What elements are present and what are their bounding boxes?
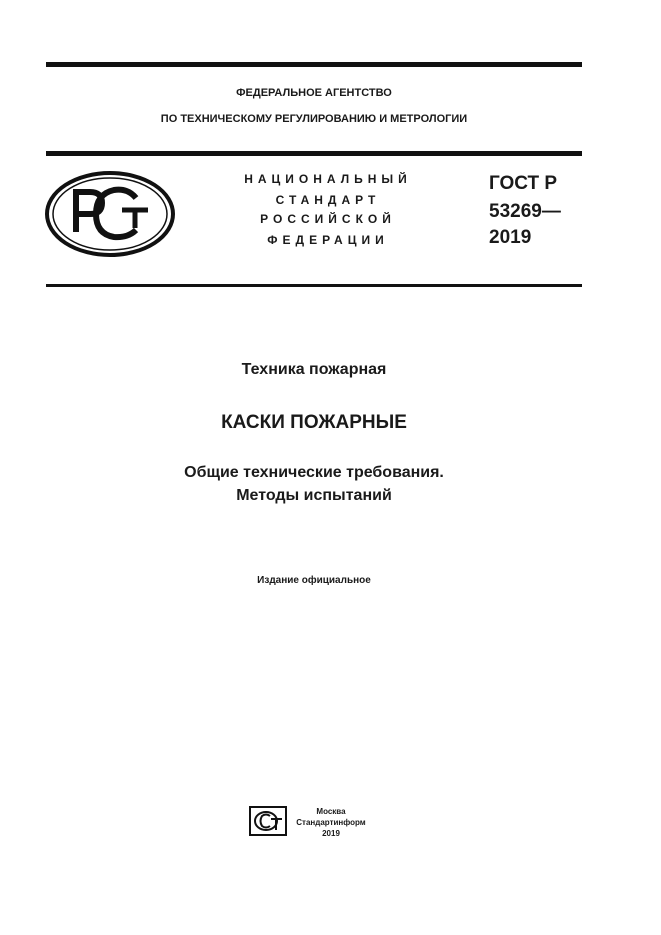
gost-designation-line3: 2019 [489,227,532,248]
bottom-rule [46,284,582,287]
edition-note: Издание официальное [257,575,371,586]
document-subtitle-line1: Общие технические требования. [184,464,444,481]
gost-designation-line1: ГОСТ Р [489,173,558,194]
publisher-year: 2019 [322,829,340,838]
standard-type-line1: НАЦИОНАЛЬНЫЙ [244,172,412,186]
standartinform-logo-icon [249,806,287,836]
rst-certification-mark-icon [44,170,176,258]
agency-name-line1: ФЕДЕРАЛЬНОЕ АГЕНТСТВО [236,87,392,99]
standard-type-line3: РОССИЙСКОЙ [260,212,396,226]
publisher-city: Москва [316,807,346,816]
document-subject: Техника пожарная [241,361,387,378]
agency-name-line2: ПО ТЕХНИЧЕСКОМУ РЕГУЛИРОВАНИЮ И МЕТРОЛОГИИ [160,113,468,125]
document-subtitle-line2: Методы испытаний [236,487,392,504]
standard-type-line4: ФЕДЕРАЦИИ [267,233,389,247]
top-rule [46,62,582,67]
gost-designation-line2: 53269— [489,201,561,222]
middle-rule [46,151,582,156]
publisher-name: Стандартинформ [296,818,366,827]
standard-type-line2: СТАНДАРТ [275,193,381,207]
document-title: КАСКИ ПОЖАРНЫЕ [221,412,407,433]
